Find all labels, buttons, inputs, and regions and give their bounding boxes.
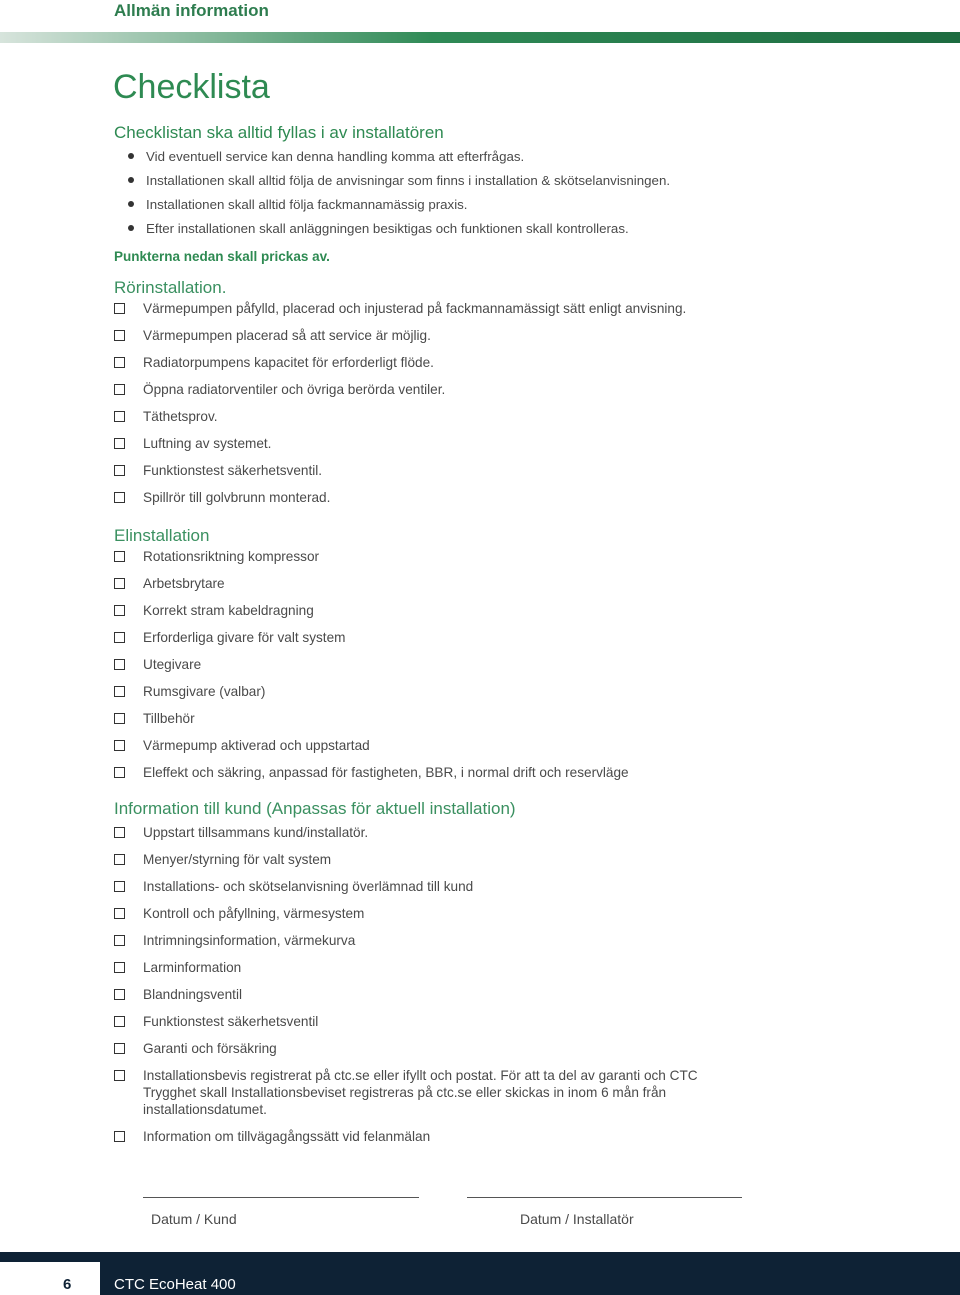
signature-line-customer[interactable]: [143, 1197, 419, 1198]
checkbox-icon[interactable]: [114, 989, 125, 1000]
checkbox-icon[interactable]: [114, 1016, 125, 1027]
checkbox-icon[interactable]: [114, 962, 125, 973]
checklist-item[interactable]: Information om tillvägagångssätt vid felanmälan: [114, 1128, 743, 1155]
checkbox-icon[interactable]: [114, 303, 125, 314]
checklist-item[interactable]: Värmepumpen placerad så att service är möjlig.: [114, 327, 686, 354]
signature-label-customer: Datum / Kund: [151, 1211, 237, 1227]
checklist-item[interactable]: Värmepumpen påfylld, placerad och injusterad på fackmannamässigt sätt enligt anvisning.: [114, 300, 686, 327]
checkbox-icon[interactable]: [114, 632, 125, 643]
list-item: Efter installationen skall anläggningen besiktigas och funktionen skall kontrolleras.: [128, 220, 670, 244]
checklist-item[interactable]: Blandningsventil: [114, 986, 743, 1013]
footer-product-name: CTC EcoHeat 400: [114, 1276, 236, 1293]
header-bar: [0, 32, 960, 43]
checkbox-icon[interactable]: [114, 854, 125, 865]
checkbox-icon[interactable]: [114, 1131, 125, 1142]
checkbox-icon[interactable]: [114, 1070, 125, 1081]
list-item: Installationen skall alltid följa de anvisningar som finns i installation & skötselanvisningen.: [128, 172, 670, 196]
checkbox-icon[interactable]: [114, 740, 125, 751]
checkbox-icon[interactable]: [114, 330, 125, 341]
footer-page-tab: [0, 1262, 100, 1295]
page-number: 6: [63, 1276, 72, 1293]
checklist-item[interactable]: Installations- och skötselanvisning överlämnad till kund: [114, 878, 743, 905]
checklist-item[interactable]: Intrimningsinformation, värmekurva: [114, 932, 743, 959]
instruction-note: Punkterna nedan skall prickas av.: [114, 249, 330, 264]
checkbox-icon[interactable]: [114, 605, 125, 616]
page-title: Checklista: [113, 68, 270, 106]
checklist-item[interactable]: Rumsgivare (valbar): [114, 683, 629, 710]
checkbox-icon[interactable]: [114, 935, 125, 946]
checklist-item[interactable]: Rotationsriktning kompressor: [114, 548, 629, 575]
section-heading-info: Information till kund (Anpassas för aktuell installation): [114, 799, 516, 818]
checklist-el: [114, 548, 629, 791]
checkbox-icon[interactable]: [114, 767, 125, 778]
checklist-item[interactable]: Erforderliga givare för valt system: [114, 629, 629, 656]
checklist-item[interactable]: Kontroll och påfyllning, värmesystem: [114, 905, 743, 932]
signature-line-installer[interactable]: [467, 1197, 742, 1198]
checklist-item[interactable]: Installationsbevis registrerat på ctc.se eller ifyllt och postat. För att ta del av garanti och CTC Trygghet skall Installationsbeviset registreras på ctc.se eller skickas in inom 6 mån från installationsdatumet.: [114, 1067, 743, 1128]
bullet-icon: [128, 177, 134, 183]
bullet-icon: [128, 201, 134, 207]
checkbox-icon[interactable]: [114, 908, 125, 919]
checklist-item[interactable]: Uppstart tillsammans kund/installatör.: [114, 824, 743, 851]
checklist-item[interactable]: Menyer/styrning för valt system: [114, 851, 743, 878]
checkbox-icon[interactable]: [114, 492, 125, 503]
checklist-item[interactable]: Luftning av systemet.: [114, 435, 686, 462]
checklist-item[interactable]: Eleffekt och säkring, anpassad för fastigheten, BBR, i normal drift och reservläge: [114, 764, 629, 791]
lead-text: Checklistan ska alltid fyllas i av installatören: [114, 123, 444, 142]
checklist-item[interactable]: Täthetsprov.: [114, 408, 686, 435]
checkbox-icon[interactable]: [114, 465, 125, 476]
checkbox-icon[interactable]: [114, 881, 125, 892]
section-header-title: Allmän information: [114, 1, 269, 20]
checklist-item[interactable]: Tillbehör: [114, 710, 629, 737]
checkbox-icon[interactable]: [114, 578, 125, 589]
checklist-item[interactable]: Radiatorpumpens kapacitet för erforderligt flöde.: [114, 354, 686, 381]
section-heading-el: Elinstallation: [114, 526, 210, 545]
checklist-item[interactable]: Garanti och försäkring: [114, 1040, 743, 1067]
checkbox-icon[interactable]: [114, 686, 125, 697]
checklist-ror: [114, 300, 686, 516]
checkbox-icon[interactable]: [114, 384, 125, 395]
checklist-item[interactable]: Utegivare: [114, 656, 629, 683]
checkbox-icon[interactable]: [114, 1043, 125, 1054]
signature-label-installer: Datum / Installatör: [520, 1211, 634, 1227]
checkbox-icon[interactable]: [114, 411, 125, 422]
section-heading-ror: Rörinstallation.: [114, 278, 227, 297]
instructions-list: [128, 148, 670, 244]
checklist-item[interactable]: Funktionstest säkerhetsventil.: [114, 462, 686, 489]
checklist-item[interactable]: Öppna radiatorventiler och övriga berörda ventiler.: [114, 381, 686, 408]
bullet-icon: [128, 225, 134, 231]
checkbox-icon[interactable]: [114, 713, 125, 724]
checkbox-icon[interactable]: [114, 659, 125, 670]
list-item: Vid eventuell service kan denna handling komma att efterfrågas.: [128, 148, 670, 172]
checklist-item[interactable]: Korrekt stram kabeldragning: [114, 602, 629, 629]
checkbox-icon[interactable]: [114, 551, 125, 562]
list-item: Installationen skall alltid följa fackmannamässig praxis.: [128, 196, 670, 220]
checklist-item[interactable]: Funktionstest säkerhetsventil: [114, 1013, 743, 1040]
checklist-item[interactable]: Arbetsbrytare: [114, 575, 629, 602]
checklist-item[interactable]: Värmepump aktiverad och uppstartad: [114, 737, 629, 764]
checklist-item[interactable]: Larminformation: [114, 959, 743, 986]
checkbox-icon[interactable]: [114, 827, 125, 838]
checkbox-icon[interactable]: [114, 357, 125, 368]
checklist-item[interactable]: Spillrör till golvbrunn monterad.: [114, 489, 686, 516]
checkbox-icon[interactable]: [114, 438, 125, 449]
bullet-icon: [128, 153, 134, 159]
checklist-info: [114, 824, 743, 1155]
